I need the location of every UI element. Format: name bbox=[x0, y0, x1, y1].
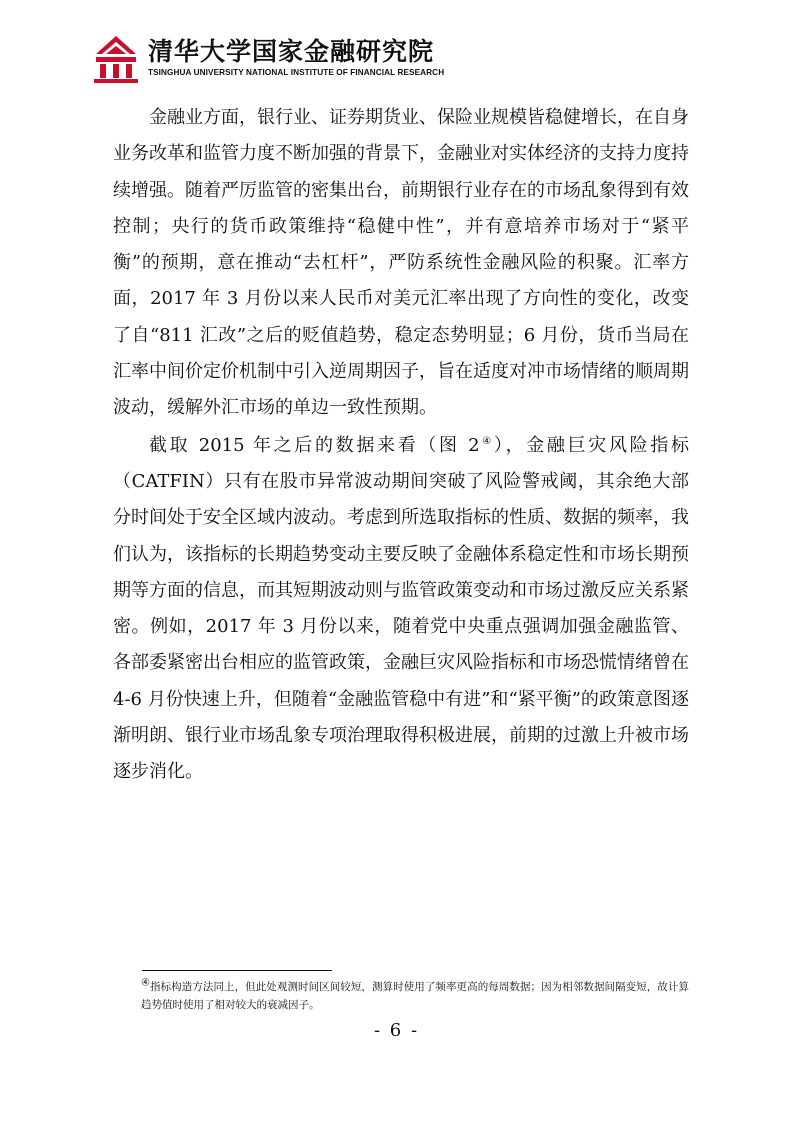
footnote bbox=[113, 978, 689, 1014]
paragraph-1: 金融业方面，银行业、证券期货业、保险业规模皆稳健增长，在自身业务改革和监管力度不断加强的背景下，金融业对实体经济的支持力度持续增强。随着严厉监管的密集出台，前期银行业存在的市场乱象得到有效控制；央行的货币政策维持“稳健中性”，并有意培养市场对于“紧平衡”的预期，意在推动“去杠杆”，严防系统性金融风险的积聚。汇率方面，2017 年 3 月份以来人民币对美元汇率出现了方向性的变化，改变了自“811 汇改”之后的贬值趋势，稳定态势明显；6 月份，货币当局在汇率中间价定价机制中引入逆周期因子，旨在适度对冲市场情绪的顺周期波动，缓解外汇市场的单边一致性预期。 bbox=[113, 107, 689, 419]
page-header bbox=[92, 30, 444, 86]
paragraph-2-lead: 截取 2015 年之后的数据来看（图 2 bbox=[149, 434, 480, 456]
body-text bbox=[113, 100, 689, 791]
paragraph-2-rest: ），金融巨灾风险指标（CATFIN）只有在股市异常波动期间突破了风险警戒阈，其余绝大部分时间处于安全区域内波动。考虑到所选取指标的性质、数据的频率，我们认为，该指标的长期趋势变动主要反映了金融体系稳定性和市场长期预期等方面的信息，而其短期波动则与监管政策变动和市场过激反应关系紧密。例如，2017 年 3 月份以来，随着党中央重点强调加强金融监管、各部委紧密出台相应的监管政策，金融巨灾风险指标和市场恐慌情绪曾在 4-6 月份快速上升，但随着“金融监管稳中有进”和“紧平衡”的政策意图逐渐明朗、银行业市场乱象专项治理取得积极进展，前期的过激上升被市场逐步消化。 bbox=[113, 434, 689, 783]
footnote-text: 指标构造方法同上，但此处观测时间区间较短，测算时使用了频率更高的每周数据；因为相邻数据间隔变短，故计算趋势值时使用了相对较大的衰减因子。 bbox=[141, 981, 690, 1011]
paragraph-2 bbox=[113, 428, 689, 791]
institute-name-en: TSINGHUA UNIVERSITY NATIONAL INSTITUTE OF FINANCIAL RESEARCH bbox=[148, 68, 445, 77]
tsinghua-pbcsf-emblem-icon bbox=[92, 32, 140, 84]
institute-name-cn: 清华大学国家金融研究院 bbox=[148, 37, 435, 66]
footnote-body bbox=[113, 978, 689, 1014]
footnote-reference[interactable]: ④ bbox=[479, 435, 494, 447]
page-number: - 6 - bbox=[373, 1020, 420, 1041]
footnote-marker: ④ bbox=[141, 977, 151, 989]
institute-name bbox=[148, 37, 444, 79]
footnote-divider bbox=[142, 970, 332, 971]
